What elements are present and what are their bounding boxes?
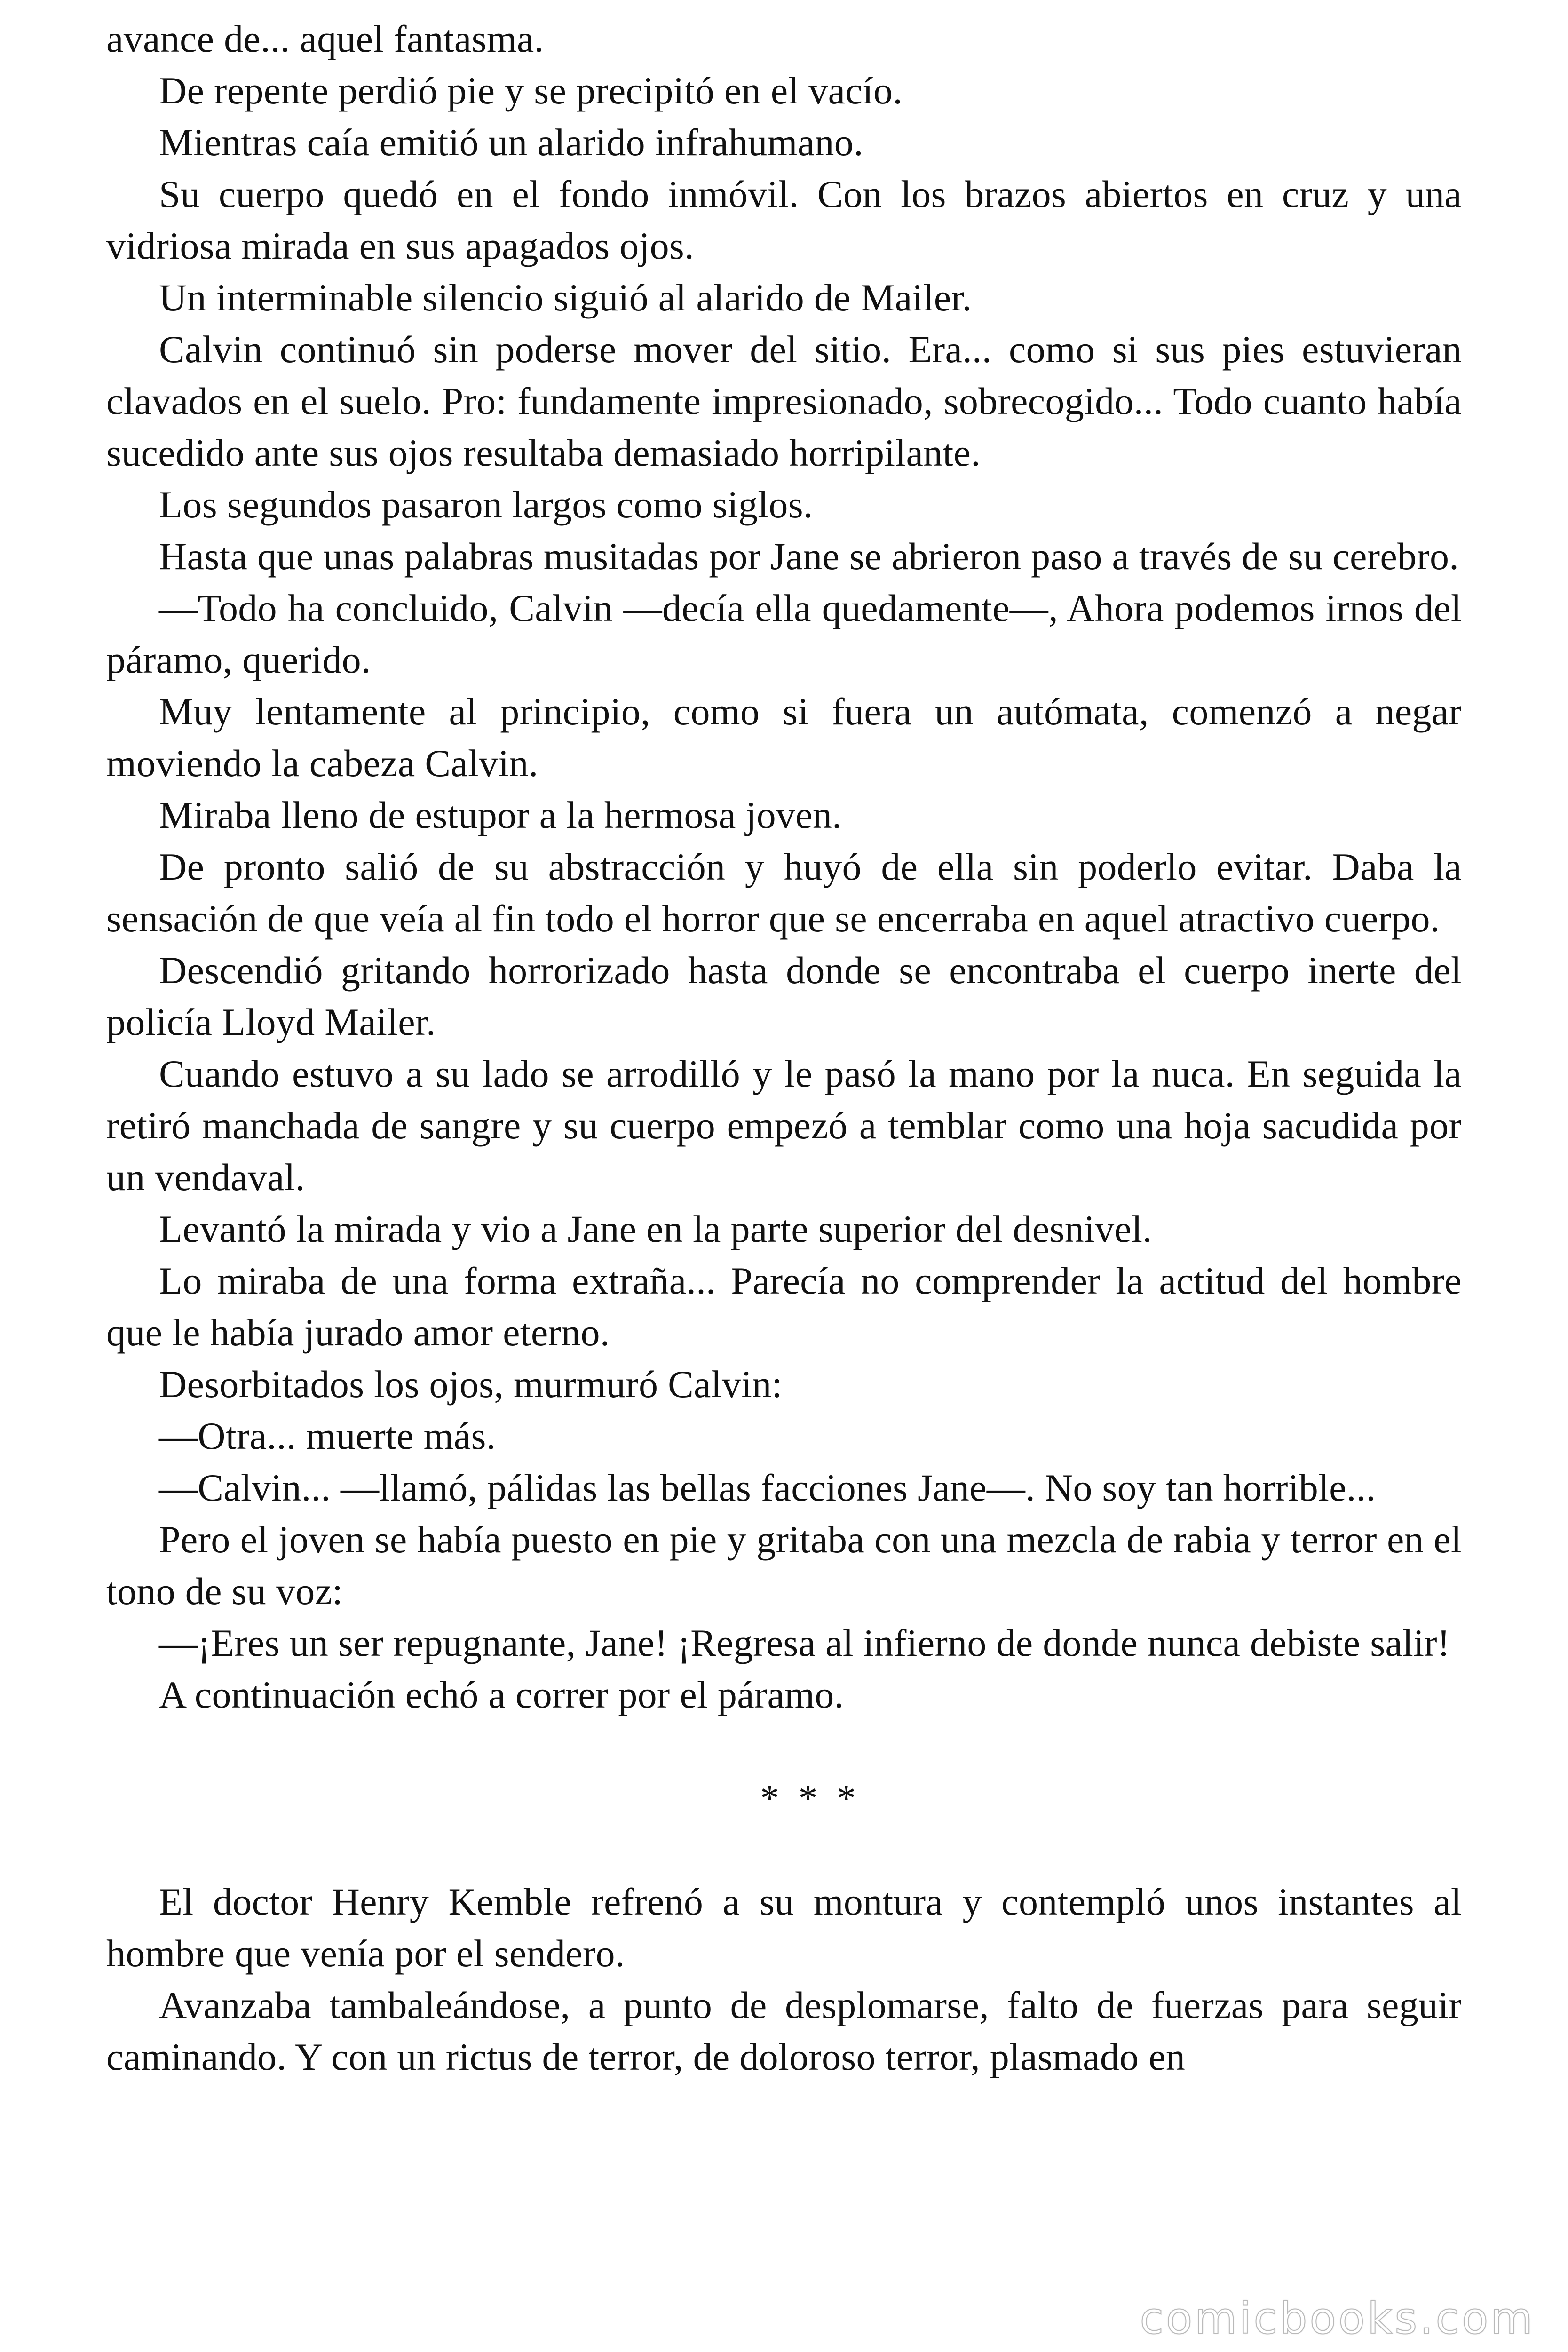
paragraph: Calvin continuó sin poderse mover del sitio. Era... como si sus pies estuvieran clavados en el suelo. Pro: fundamente impresionado, sobrecogido... Todo cuanto había sucedido ante sus ojos resultaba demasiado horripilante.: [106, 328, 1462, 474]
scene-separator: * * *: [760, 1777, 861, 1820]
paragraph: Mientras caía emitió un alarido infrahumano.: [159, 121, 863, 164]
paragraph: Desorbitados los ojos, murmuró Calvin:: [159, 1363, 783, 1406]
paragraph: Su cuerpo quedó en el fondo inmóvil. Con los brazos abiertos en cruz y una vidriosa mirada en sus apagados ojos.: [106, 173, 1462, 267]
paragraph: avance de... aquel fantasma.: [106, 17, 544, 60]
paragraph: —Otra... muerte más.: [159, 1414, 496, 1457]
paragraph: De repente perdió pie y se precipitó en el vacío.: [159, 69, 903, 112]
paragraph: —Calvin... —llamó, pálidas las bellas facciones Jane—. No soy tan horrible...: [159, 1466, 1376, 1509]
paragraph: —¡Eres un ser repugnante, Jane! ¡Regresa al infierno de donde nunca debiste salir!: [159, 1621, 1450, 1664]
watermark-logo: comicbooks.com: [1140, 2293, 1535, 2344]
paragraph: De pronto salió de su abstracción y huyó de ella sin poderlo evitar. Daba la sensación de que veía al fin todo el horror que se encerraba en aquel atractivo cuerpo.: [106, 845, 1462, 940]
paragraph: Descendió gritando horrorizado hasta donde se encontraba el cuerpo inerte del policía Lloyd Mailer.: [106, 949, 1462, 1043]
paragraph: Lo miraba de una forma extraña... Parecía no comprender la actitud del hombre que le había jurado amor eterno.: [106, 1259, 1462, 1354]
paragraph: El doctor Henry Kemble refrenó a su montura y contempló unos instantes al hombre que venía por el sendero.: [106, 1880, 1462, 1975]
paragraph: Cuando estuvo a su lado se arrodilló y le pasó la mano por la nuca. En seguida la retiró manchada de sangre y su cuerpo empezó a temblar como una hoja sacudida por un vendaval.: [106, 1052, 1462, 1199]
paragraph: Avanzaba tambaleándose, a punto de desplomarse, falto de fuerzas para seguir caminando. Y con un rictus de terror, de doloroso terror, plasmado en: [106, 1984, 1462, 2078]
paragraph: —Todo ha concluido, Calvin —decía ella quedamente—, Ahora podemos irnos del páramo, querido.: [106, 587, 1462, 681]
paragraph: Un interminable silencio siguió al alarido de Mailer.: [159, 276, 972, 319]
text-block-after: [106, 1876, 1462, 2083]
paragraph: Los segundos pasaron largos como siglos.: [159, 483, 813, 526]
paragraph: Muy lentamente al principio, como si fuera un autómata, comenzó a negar moviendo la cabeza Calvin.: [106, 690, 1462, 785]
paragraph: Miraba lleno de estupor a la hermosa joven.: [159, 794, 842, 836]
paragraph: Levantó la mirada y vio a Jane en la parte superior del desnivel.: [159, 1208, 1152, 1250]
paragraph: A continuación echó a correr por el páramo.: [159, 1673, 844, 1716]
page-body: [106, 13, 1462, 2083]
text-block-before: [106, 13, 1462, 1721]
paragraph: Hasta que unas palabras musitadas por Jane se abrieron paso a través de su cerebro.: [159, 535, 1459, 578]
paragraph: Pero el joven se había puesto en pie y gritaba con una mezcla de rabia y terror en el tono de su voz:: [106, 1518, 1462, 1613]
